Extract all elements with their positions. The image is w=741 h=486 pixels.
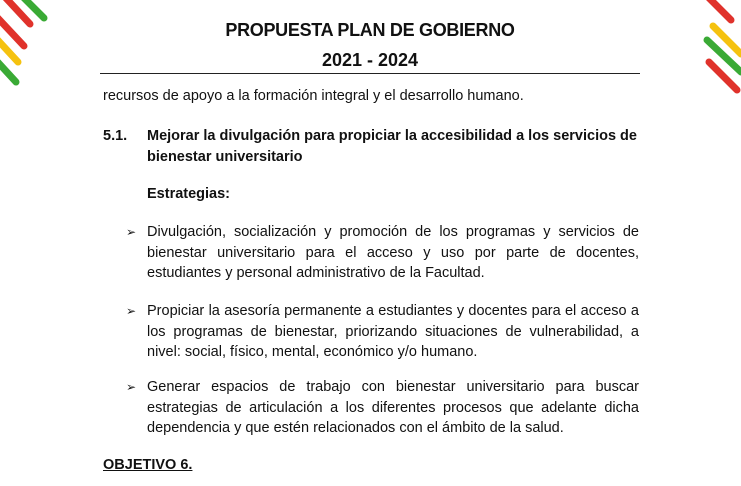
section-title: Mejorar la divulgación para propiciar la accesibilidad a los servicios de bienestar universitario xyxy=(147,128,637,165)
header-divider xyxy=(100,73,640,74)
document-years: 2021 - 2024 xyxy=(321,50,419,70)
objective-heading: OBJETIVO 6. xyxy=(103,457,193,473)
strategy-item: Generar espacios de trabajo con bienestar universitario para buscar estrategias de articulación a los diferentes procesos que adelante dicha dependencia y que estén relacionados con el ámbito de la salud. xyxy=(147,379,639,436)
strategy-item: Divulgación, socialización y promoción de los programas y servicios de bienestar universitario para el acceso y uso por parte de docentes, estudiantes y personal administrativo de la Facultad. xyxy=(147,224,639,281)
left-corner-stripes-decoration xyxy=(0,0,50,100)
strategy-item: Propiciar la asesoría permanente a estudiantes y docentes para el acceso a los programas de bienestar, priorizando situaciones de vulnerabilidad, a nivel: social, físico, mental, económico y/o humano. xyxy=(147,303,639,360)
bullet-arrow-icon: ➢ xyxy=(126,304,137,318)
bullet-arrow-icon: ➢ xyxy=(126,380,137,394)
section-number: 5.1. xyxy=(103,128,128,144)
document-title: PROPUESTA PLAN DE GOBIERNO xyxy=(225,20,515,40)
intro-paragraph: recursos de apoyo a la formación integral y el desarrollo humano. xyxy=(103,88,524,104)
right-corner-stripes-decoration xyxy=(701,0,741,100)
strategies-heading: Estrategias: xyxy=(147,186,231,202)
document-header xyxy=(100,16,640,74)
bullet-arrow-icon: ➢ xyxy=(126,225,137,239)
